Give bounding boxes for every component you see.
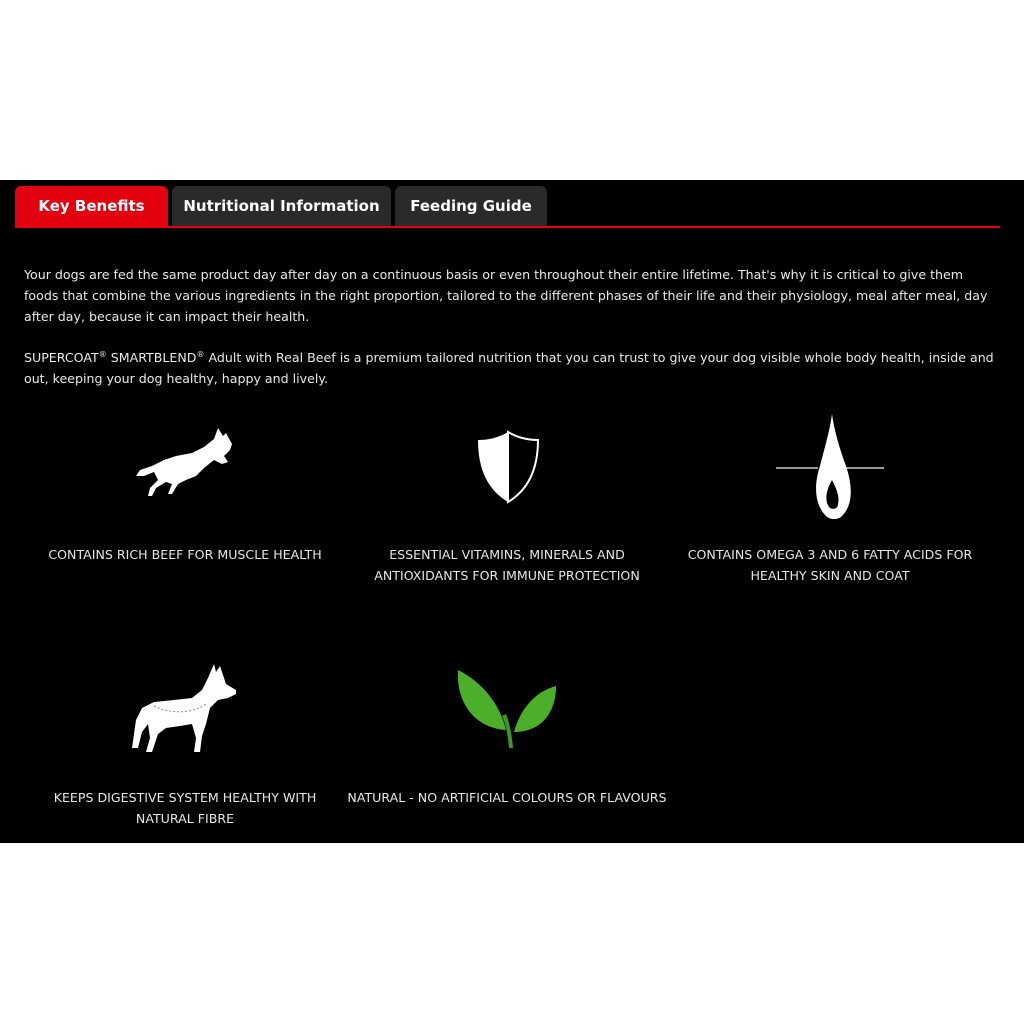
product-line-name: SMARTBLEND [110, 350, 197, 366]
benefit-immune-protection: ESSENTIAL VITAMINS, MINERALS AND ANTIOXIDANTS FOR IMMUNE PROTECTION [374, 547, 640, 583]
tab-nutritional-information[interactable]: Nutritional Information [172, 186, 391, 226]
intro-paragraph-2-text: Adult with Real Beef is a premium tailored nutrition that you can trust to give your dog visible whole body health, inside and out, keeping your dog healthy, happy and lively. [24, 350, 994, 387]
standing-dog-icon [130, 662, 240, 758]
benefit-natural: NATURAL - NO ARTIFICIAL COLOURS OR FLAVOURS [347, 790, 667, 805]
intro-paragraph-2 [24, 344, 996, 389]
leaf-sprout-icon [456, 668, 560, 750]
registered-mark: ® [196, 350, 205, 359]
intro-paragraph-1: Your dogs are fed the same product day after day on a continuous basis or even throughout their entire lifetime. That's why it is critical to give them foods that combine the various ingredients in the right proportion, tailored to the different phases of their life and their physiology, meal after meal, day after day, because it can impact their health. [24, 267, 988, 324]
tab-bar [15, 186, 1000, 228]
hair-follicle-icon [774, 410, 886, 522]
registered-mark: ® [98, 350, 107, 359]
shield-icon [474, 430, 542, 504]
tab-key-benefits[interactable]: Key Benefits [15, 186, 168, 226]
leaping-dog-icon [134, 424, 238, 508]
benefit-skin-and-coat: CONTAINS OMEGA 3 AND 6 FATTY ACIDS FOR HEALTHY SKIN AND COAT [687, 547, 973, 583]
brand-name: SUPERCOAT [24, 350, 99, 366]
tab-feeding-guide[interactable]: Feeding Guide [395, 186, 547, 226]
product-details-panel [0, 180, 1024, 843]
benefit-muscle-health: CONTAINS RICH BEEF FOR MUSCLE HEALTH [48, 547, 322, 562]
benefit-digestive-system: KEEPS DIGESTIVE SYSTEM HEALTHY WITH NATURAL FIBRE [53, 790, 317, 826]
intro-text [24, 264, 996, 406]
